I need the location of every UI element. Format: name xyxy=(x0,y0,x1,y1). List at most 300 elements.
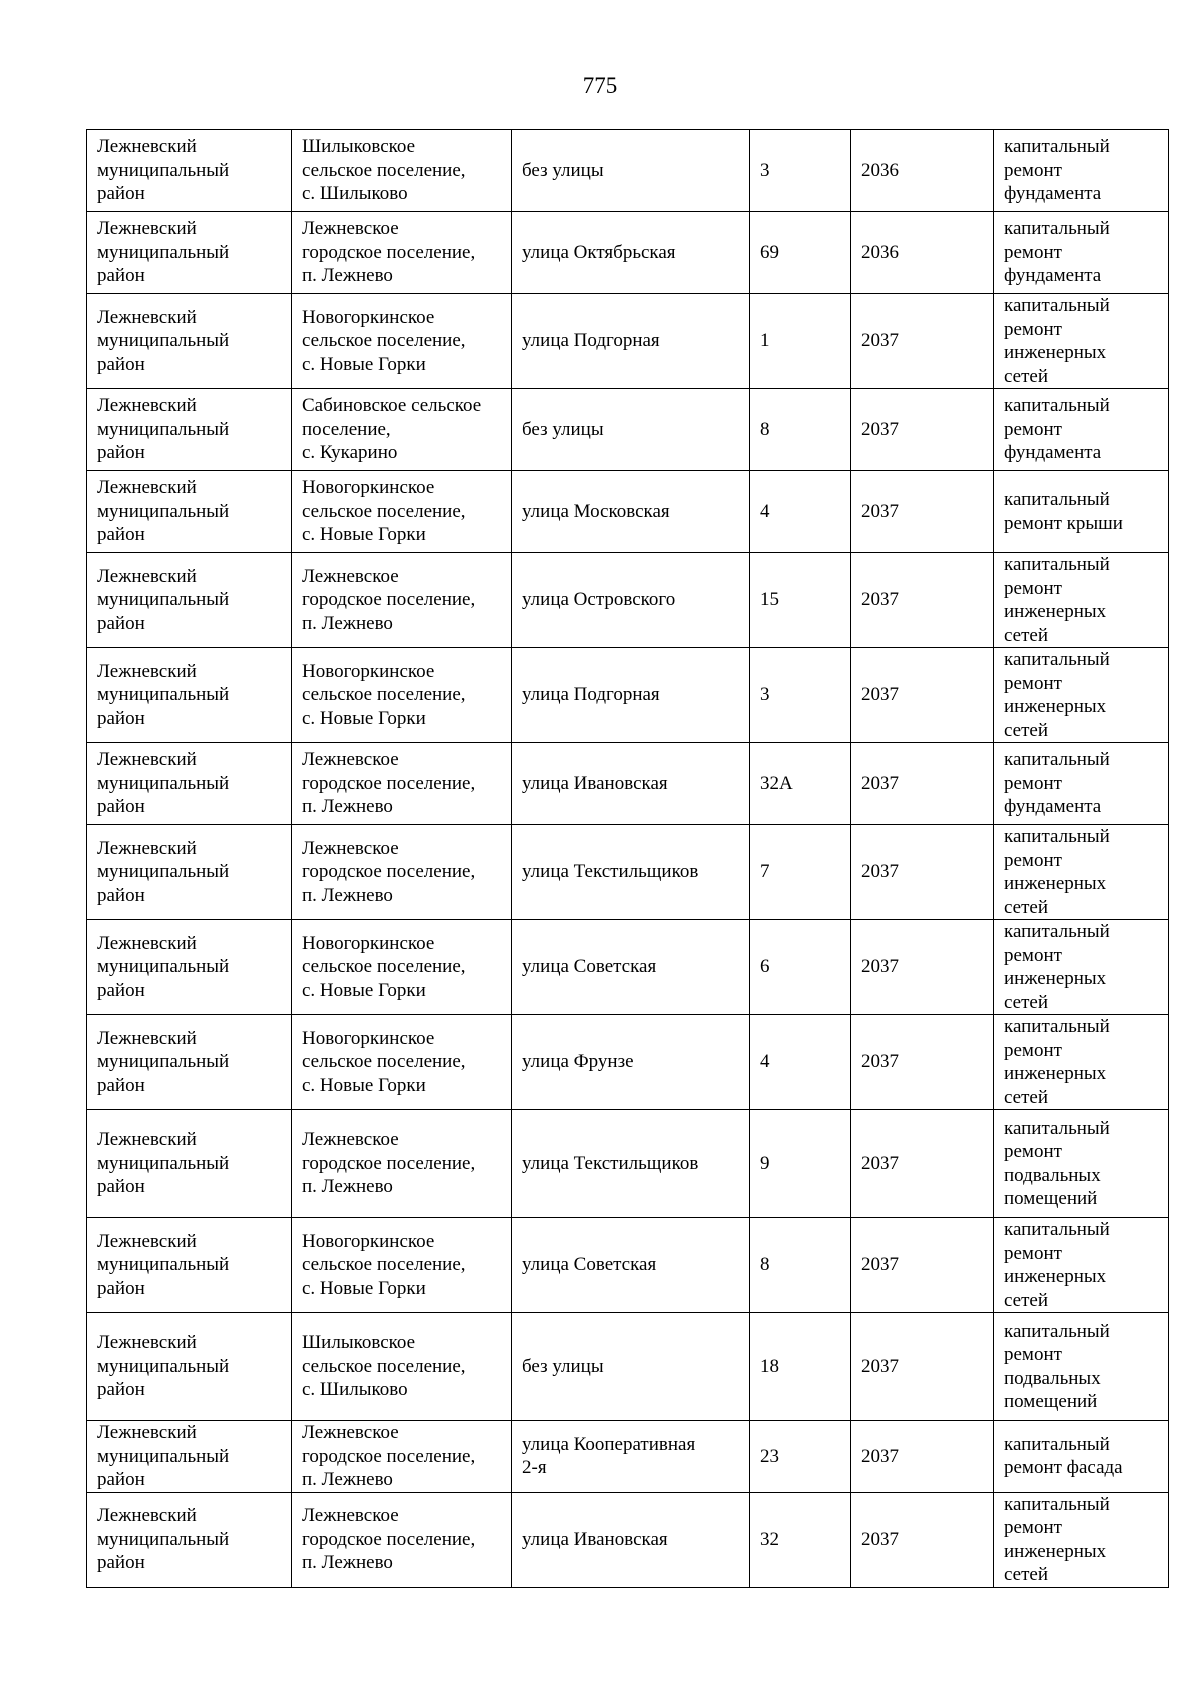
house-number-cell-value: 32 xyxy=(760,1528,779,1550)
work-type-cell-line: помещений xyxy=(1004,1188,1098,1209)
settlement-cell-line: Новогоркинское xyxy=(302,306,435,328)
district-cell xyxy=(87,130,292,212)
settlement-cell-line: Новогоркинское xyxy=(302,932,435,954)
work-type-cell-line: ремонт фасада xyxy=(1004,1457,1123,1479)
district-cell-line: муниципальный xyxy=(97,330,230,352)
settlement-cell-line: сельское поселение, xyxy=(302,330,466,352)
district-cell-line: муниципальный xyxy=(97,861,230,883)
work-type-cell-line: капитальный xyxy=(1004,749,1110,771)
street-cell-line: без улицы xyxy=(522,159,604,181)
year-cell xyxy=(851,212,994,294)
settlement-cell-line: сельское поселение, xyxy=(302,159,466,181)
district-cell-line: Лежневский xyxy=(97,932,197,954)
house-number-cell-value: 7 xyxy=(760,861,770,883)
settlement-cell xyxy=(292,294,512,389)
house-number-cell xyxy=(750,212,851,294)
settlement-cell-line: городское поселение, xyxy=(302,1445,476,1467)
district-cell-line: район xyxy=(97,183,145,205)
settlement-cell-line: п. Лежнево xyxy=(302,612,393,634)
street-cell-line: улица Ивановская xyxy=(522,1528,668,1550)
table-row xyxy=(87,212,1169,294)
settlement-cell-line: Лежневское xyxy=(302,218,399,240)
year-cell-value: 2037 xyxy=(861,1528,899,1550)
work-type-cell xyxy=(994,920,1169,1015)
work-type-cell-line: фундамента xyxy=(1004,265,1102,287)
settlement-cell-line: сельское поселение, xyxy=(302,684,466,706)
table-row xyxy=(87,1421,1169,1493)
work-type-cell-line: капитальный xyxy=(1004,826,1110,847)
house-number-cell-value: 8 xyxy=(760,418,770,440)
work-type-cell-line: сетей xyxy=(1004,896,1049,918)
work-type-cell-line: инженерных xyxy=(1004,873,1107,894)
district-cell-line: район xyxy=(97,796,145,818)
settlement-cell-line: городское поселение, xyxy=(302,589,476,611)
work-type-cell-line: ремонт xyxy=(1004,1039,1062,1061)
house-number-cell xyxy=(750,294,851,389)
year-cell-value: 2037 xyxy=(861,500,899,522)
district-cell xyxy=(87,212,292,294)
work-type-cell-line: капитальный xyxy=(1004,1493,1110,1515)
house-number-cell-value: 32А xyxy=(760,772,793,794)
work-type-cell-line: ремонт xyxy=(1004,1242,1062,1264)
year-cell-value: 2037 xyxy=(861,861,899,883)
settlement-cell xyxy=(292,920,512,1015)
year-cell xyxy=(851,920,994,1015)
year-cell xyxy=(851,743,994,825)
table-row xyxy=(87,920,1169,1015)
year-cell xyxy=(851,1421,994,1493)
house-number-cell xyxy=(750,1015,851,1110)
house-number-cell xyxy=(750,825,851,920)
district-cell-line: район xyxy=(97,442,145,464)
work-type-cell xyxy=(994,648,1169,743)
district-cell-line: муниципальный xyxy=(97,1051,230,1073)
settlement-cell xyxy=(292,825,512,920)
work-type-cell-line: сетей xyxy=(1004,719,1049,741)
district-cell-line: муниципальный xyxy=(97,500,230,522)
house-number-cell xyxy=(750,1313,851,1421)
district-cell-line: Лежневский xyxy=(97,1129,197,1151)
year-cell-value: 2037 xyxy=(861,1355,899,1377)
work-type-cell-line: капитальный xyxy=(1004,649,1110,670)
street-cell-line: улица Ивановская xyxy=(522,772,668,794)
district-cell-line: район xyxy=(97,979,145,1001)
work-type-cell-line: помещений xyxy=(1004,1391,1098,1412)
table-row xyxy=(87,743,1169,825)
work-type-cell-line: капитальный xyxy=(1004,395,1110,417)
work-type-cell xyxy=(994,743,1169,825)
street-cell-line: улица Текстильщиков xyxy=(522,1152,699,1174)
work-type-cell-line: инженерных xyxy=(1004,696,1107,717)
table-row xyxy=(87,389,1169,471)
street-cell-line: улица Советская xyxy=(522,956,657,978)
settlement-cell-line: Новогоркинское xyxy=(302,1027,435,1049)
district-cell xyxy=(87,1015,292,1110)
house-number-cell xyxy=(750,1421,851,1493)
district-cell-line: район xyxy=(97,1074,145,1096)
district-cell-line: Лежневский xyxy=(97,1505,197,1527)
street-cell-line: улица Кооперативная xyxy=(522,1433,696,1455)
house-number-cell xyxy=(750,553,851,648)
year-cell xyxy=(851,1110,994,1218)
district-cell xyxy=(87,825,292,920)
district-cell-line: Лежневский xyxy=(97,565,197,587)
house-number-cell-value: 15 xyxy=(760,589,779,611)
house-number-cell xyxy=(750,1492,851,1587)
table-body xyxy=(87,130,1169,1588)
settlement-cell xyxy=(292,212,512,294)
year-cell-value: 2036 xyxy=(861,159,899,181)
district-cell-line: Лежневский xyxy=(97,218,197,240)
work-type-cell-line: подвальных xyxy=(1004,1164,1101,1186)
year-cell-value: 2037 xyxy=(861,956,899,978)
table-row xyxy=(87,1218,1169,1313)
street-cell xyxy=(512,825,750,920)
work-type-cell xyxy=(994,471,1169,553)
settlement-cell-line: Новогоркинское xyxy=(302,1230,435,1252)
district-cell-line: муниципальный xyxy=(97,956,230,978)
district-cell-line: район xyxy=(97,1176,145,1198)
district-cell-line: район xyxy=(97,1552,145,1574)
street-cell-line: улица Островского xyxy=(522,589,676,611)
district-cell-line: район xyxy=(97,884,145,906)
year-cell-value: 2037 xyxy=(861,589,899,611)
table-row xyxy=(87,1313,1169,1421)
house-number-cell-value: 3 xyxy=(760,684,770,706)
work-type-cell xyxy=(994,1110,1169,1218)
house-number-cell xyxy=(750,471,851,553)
house-number-cell xyxy=(750,1110,851,1218)
district-cell-line: Лежневский xyxy=(97,1422,197,1443)
work-type-cell-line: капитальный xyxy=(1004,218,1110,240)
settlement-cell-line: п. Лежнево xyxy=(302,265,393,287)
district-cell-line: район xyxy=(97,612,145,634)
work-type-cell-line: капитальный xyxy=(1004,1433,1110,1455)
district-cell-line: Лежневский xyxy=(97,1332,197,1354)
street-cell xyxy=(512,1492,750,1587)
street-cell-line: улица Советская xyxy=(522,1254,657,1276)
district-cell xyxy=(87,294,292,389)
street-cell-line: без улицы xyxy=(522,418,604,440)
settlement-cell-line: с. Новые Горки xyxy=(302,979,426,1001)
work-type-cell-line: сетей xyxy=(1004,365,1049,387)
house-number-cell xyxy=(750,389,851,471)
settlement-cell-line: п. Лежнево xyxy=(302,1176,393,1198)
settlement-cell xyxy=(292,389,512,471)
district-cell-line: Лежневский xyxy=(97,1027,197,1049)
year-cell xyxy=(851,1313,994,1421)
year-cell xyxy=(851,389,994,471)
work-type-cell-line: ремонт xyxy=(1004,418,1062,440)
district-cell xyxy=(87,648,292,743)
settlement-cell xyxy=(292,1015,512,1110)
street-cell xyxy=(512,471,750,553)
year-cell-value: 2037 xyxy=(861,772,899,794)
house-number-cell xyxy=(750,920,851,1015)
table-row xyxy=(87,130,1169,212)
settlement-cell-line: Лежневское xyxy=(302,1422,399,1443)
street-cell xyxy=(512,1421,750,1493)
work-type-cell-line: капитальный xyxy=(1004,1016,1110,1037)
work-type-cell xyxy=(994,1218,1169,1313)
settlement-cell-line: п. Лежнево xyxy=(302,796,393,818)
settlement-cell-line: с. Шилыково xyxy=(302,183,408,205)
settlement-cell-line: сельское поселение, xyxy=(302,1355,466,1377)
settlement-cell-line: с. Шилыково xyxy=(302,1379,408,1401)
settlement-cell-line: с. Кукарино xyxy=(302,442,398,464)
settlement-cell-line: Лежневское xyxy=(302,565,399,587)
table-row xyxy=(87,471,1169,553)
district-cell-line: муниципальный xyxy=(97,159,230,181)
house-number-cell-value: 4 xyxy=(760,500,770,522)
house-number-cell xyxy=(750,130,851,212)
settlement-cell-line: п. Лежнево xyxy=(302,1552,393,1574)
work-type-cell-line: фундамента xyxy=(1004,796,1102,818)
house-number-cell-value: 9 xyxy=(760,1152,770,1174)
work-type-cell-line: ремонт xyxy=(1004,241,1062,263)
settlement-cell xyxy=(292,1218,512,1313)
settlement-cell xyxy=(292,1421,512,1493)
street-cell xyxy=(512,648,750,743)
work-type-cell-line: инженерных xyxy=(1004,968,1107,989)
work-type-cell-line: капитальный xyxy=(1004,489,1110,510)
work-type-cell-line: ремонт xyxy=(1004,849,1062,871)
district-cell-line: район xyxy=(97,353,145,375)
work-type-cell-line: сетей xyxy=(1004,624,1049,646)
table-row xyxy=(87,294,1169,389)
street-cell-line: улица Подгорная xyxy=(522,684,660,706)
district-cell xyxy=(87,920,292,1015)
house-number-cell-value: 18 xyxy=(760,1355,779,1377)
district-cell-line: муниципальный xyxy=(97,684,230,706)
street-cell-line: улица Октябрьская xyxy=(522,241,676,263)
settlement-cell-line: Шилыковское xyxy=(302,136,416,158)
settlement-cell-line: п. Лежнево xyxy=(302,1469,393,1490)
district-cell-line: муниципальный xyxy=(97,1528,230,1550)
district-cell-line: Лежневский xyxy=(97,1230,197,1252)
work-type-cell-line: капитальный xyxy=(1004,1219,1110,1240)
settlement-cell xyxy=(292,553,512,648)
settlement-cell-line: Шилыковское xyxy=(302,1332,416,1354)
settlement-cell-line: Лежневское xyxy=(302,1505,399,1527)
year-cell-value: 2037 xyxy=(861,1445,899,1467)
settlement-cell xyxy=(292,471,512,553)
street-cell-line: 2-я xyxy=(522,1457,547,1479)
work-type-cell xyxy=(994,1492,1169,1587)
house-number-cell-value: 6 xyxy=(760,956,770,978)
work-type-cell xyxy=(994,1015,1169,1110)
year-cell-value: 2037 xyxy=(861,418,899,440)
year-cell xyxy=(851,1218,994,1313)
district-cell-line: Лежневский xyxy=(97,660,197,682)
settlement-cell-line: Новогоркинское xyxy=(302,660,435,682)
work-type-cell-line: фундамента xyxy=(1004,183,1102,205)
work-type-cell-line: ремонт xyxy=(1004,772,1062,794)
work-type-cell-line: сетей xyxy=(1004,1289,1049,1311)
street-cell-line: без улицы xyxy=(522,1355,604,1377)
street-cell xyxy=(512,389,750,471)
street-cell xyxy=(512,294,750,389)
district-cell xyxy=(87,1313,292,1421)
table-row xyxy=(87,1110,1169,1218)
district-cell-line: муниципальный xyxy=(97,772,230,794)
settlement-cell-line: городское поселение, xyxy=(302,1152,476,1174)
table-row xyxy=(87,1492,1169,1587)
street-cell-line: улица Подгорная xyxy=(522,330,660,352)
work-type-cell-line: подвальных xyxy=(1004,1367,1101,1389)
table-row xyxy=(87,825,1169,920)
house-number-cell-value: 23 xyxy=(760,1445,779,1467)
work-type-cell-line: ремонт крыши xyxy=(1004,512,1123,534)
work-type-cell xyxy=(994,294,1169,389)
work-type-cell-line: капитальный xyxy=(1004,295,1110,316)
table-row xyxy=(87,1015,1169,1110)
district-cell xyxy=(87,553,292,648)
settlement-cell-line: сельское поселение, xyxy=(302,500,466,522)
work-type-cell-line: капитальный xyxy=(1004,1320,1110,1342)
settlement-cell-line: городское поселение, xyxy=(302,241,476,263)
settlement-cell xyxy=(292,743,512,825)
settlement-cell-line: с. Новые Горки xyxy=(302,707,426,729)
settlement-cell-line: с. Новые Горки xyxy=(302,1277,426,1299)
settlement-cell xyxy=(292,1110,512,1218)
district-cell-line: Лежневский xyxy=(97,136,197,158)
district-cell xyxy=(87,471,292,553)
work-type-cell-line: ремонт xyxy=(1004,1344,1062,1365)
settlement-cell-line: с. Новые Горки xyxy=(302,524,426,546)
district-cell-line: муниципальный xyxy=(97,241,230,263)
street-cell-line: улица Фрунзе xyxy=(522,1051,634,1073)
district-cell-line: район xyxy=(97,707,145,729)
year-cell xyxy=(851,294,994,389)
street-cell-line: улица Текстильщиков xyxy=(522,861,699,883)
house-number-cell-value: 8 xyxy=(760,1254,770,1276)
work-type-cell-line: ремонт xyxy=(1004,672,1062,694)
district-cell xyxy=(87,1218,292,1313)
work-type-cell-line: сетей xyxy=(1004,991,1049,1013)
district-cell-line: муниципальный xyxy=(97,1254,230,1276)
district-cell xyxy=(87,389,292,471)
work-type-cell-line: инженерных xyxy=(1004,601,1107,622)
work-type-cell-line: сетей xyxy=(1004,1086,1049,1108)
settlement-cell-line: Лежневское xyxy=(302,837,399,859)
house-number-cell xyxy=(750,1218,851,1313)
district-cell xyxy=(87,1492,292,1587)
settlement-cell-line: поселение, xyxy=(302,418,391,440)
year-cell xyxy=(851,825,994,920)
house-number-cell-value: 1 xyxy=(760,330,770,352)
work-type-cell xyxy=(994,212,1169,294)
work-type-cell-line: капитальный xyxy=(1004,136,1110,158)
settlement-cell-line: сельское поселение, xyxy=(302,956,466,978)
district-cell-line: муниципальный xyxy=(97,418,230,440)
street-cell xyxy=(512,212,750,294)
settlement-cell-line: с. Новые Горки xyxy=(302,353,426,375)
house-number-cell xyxy=(750,648,851,743)
district-cell-line: Лежневский xyxy=(97,837,197,859)
district-cell-line: Лежневский xyxy=(97,477,197,499)
year-cell xyxy=(851,471,994,553)
district-cell-line: район xyxy=(97,1277,145,1299)
settlement-cell-line: городское поселение, xyxy=(302,861,476,883)
house-number-cell-value: 4 xyxy=(760,1051,770,1073)
settlement-cell xyxy=(292,648,512,743)
work-type-cell xyxy=(994,1421,1169,1493)
district-cell-line: Лежневский xyxy=(97,306,197,328)
house-number-cell-value: 69 xyxy=(760,241,779,263)
settlement-cell-line: с. Новые Горки xyxy=(302,1074,426,1096)
street-cell xyxy=(512,1313,750,1421)
settlement-cell-line: городское поселение, xyxy=(302,1528,476,1550)
year-cell-value: 2037 xyxy=(861,1254,899,1276)
settlement-cell-line: Сабиновское сельское xyxy=(302,395,482,417)
work-type-cell xyxy=(994,553,1169,648)
year-cell-value: 2037 xyxy=(861,330,899,352)
district-cell-line: муниципальный xyxy=(97,1445,230,1467)
street-cell xyxy=(512,920,750,1015)
district-cell xyxy=(87,743,292,825)
table-row xyxy=(87,648,1169,743)
table-row xyxy=(87,553,1169,648)
work-type-cell-line: ремонт xyxy=(1004,944,1062,966)
district-cell-line: район xyxy=(97,265,145,287)
page-number: 775 xyxy=(582,73,618,98)
settlement-cell xyxy=(292,1492,512,1587)
district-cell-line: муниципальный xyxy=(97,589,230,611)
district-cell-line: муниципальный xyxy=(97,1152,230,1174)
house-number-cell-value: 3 xyxy=(760,159,770,181)
year-cell-value: 2036 xyxy=(861,241,899,263)
work-type-cell xyxy=(994,130,1169,212)
district-cell xyxy=(87,1110,292,1218)
work-type-cell-line: ремонт xyxy=(1004,159,1062,181)
year-cell-value: 2037 xyxy=(861,1152,899,1174)
work-type-cell-line: сетей xyxy=(1004,1564,1049,1585)
district-cell xyxy=(87,1421,292,1493)
settlement-cell-line: сельское поселение, xyxy=(302,1051,466,1073)
work-type-cell-line: инженерных xyxy=(1004,1063,1107,1084)
street-cell xyxy=(512,1218,750,1313)
work-type-cell-line: ремонт xyxy=(1004,577,1062,599)
work-type-cell-line: инженерных xyxy=(1004,1266,1107,1287)
year-cell-value: 2037 xyxy=(861,684,899,706)
street-cell-line: улица Московская xyxy=(522,500,670,522)
year-cell-value: 2037 xyxy=(861,1051,899,1073)
district-cell-line: Лежневский xyxy=(97,395,197,417)
work-type-cell-line: ремонт xyxy=(1004,318,1062,340)
settlement-cell-line: Лежневское xyxy=(302,1129,399,1151)
year-cell xyxy=(851,553,994,648)
year-cell xyxy=(851,130,994,212)
work-type-cell xyxy=(994,389,1169,471)
street-cell xyxy=(512,1110,750,1218)
settlement-cell-line: городское поселение, xyxy=(302,772,476,794)
work-type-cell-line: капитальный xyxy=(1004,554,1110,575)
settlement-cell-line: сельское поселение, xyxy=(302,1254,466,1276)
work-type-cell-line: капитальный xyxy=(1004,1117,1110,1139)
settlement-cell-line: п. Лежнево xyxy=(302,884,393,906)
district-cell-line: муниципальный xyxy=(97,1355,230,1377)
street-cell xyxy=(512,130,750,212)
work-type-cell-line: ремонт xyxy=(1004,1517,1062,1538)
work-type-cell-line: фундамента xyxy=(1004,442,1102,464)
house-number-cell xyxy=(750,743,851,825)
year-cell xyxy=(851,1015,994,1110)
housing-repair-table xyxy=(86,129,1169,1588)
street-cell xyxy=(512,1015,750,1110)
street-cell xyxy=(512,743,750,825)
work-type-cell-line: инженерных xyxy=(1004,1540,1107,1562)
